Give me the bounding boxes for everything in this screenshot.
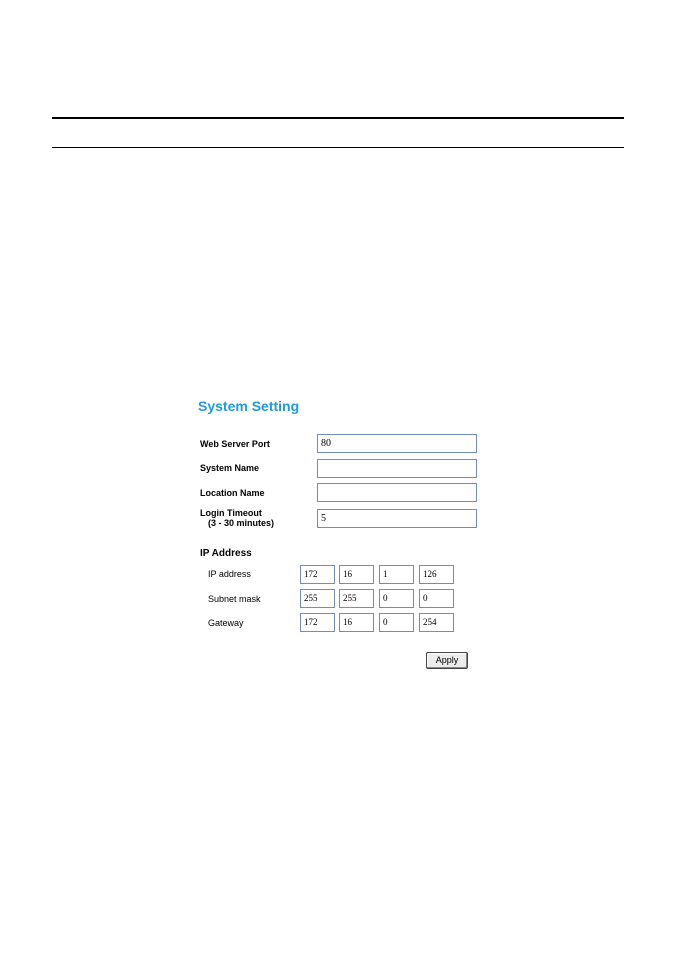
gateway-label: Gateway: [208, 618, 244, 628]
login-timeout-label: [200, 508, 274, 528]
location-name-input[interactable]: [317, 483, 477, 502]
web-server-port-input[interactable]: [317, 434, 477, 453]
bottom-divider: [52, 147, 624, 148]
panel-title: System Setting: [198, 398, 300, 414]
ip-address-label: IP address: [208, 569, 251, 579]
subnet-mask-octet-4[interactable]: 0: [419, 589, 454, 608]
ip-address-octet-3[interactable]: 1: [379, 565, 414, 584]
apply-button[interactable]: Apply: [426, 652, 468, 669]
system-setting-panel: [190, 395, 490, 685]
web-server-port-label: Web Server Port: [200, 439, 270, 449]
gateway-octet-3[interactable]: 0: [379, 613, 414, 632]
gateway-octet-1[interactable]: 172: [300, 613, 335, 632]
gateway-octet-4[interactable]: 254: [419, 613, 454, 632]
top-divider: [52, 117, 624, 119]
subnet-mask-label: Subnet mask: [208, 594, 261, 604]
ip-address-octet-1[interactable]: 172: [300, 565, 335, 584]
login-timeout-range-hint: (3 - 30 minutes): [208, 518, 275, 528]
ip-address-section-title: IP Address: [200, 548, 252, 559]
login-timeout-label-text: Login Timeout: [200, 508, 262, 518]
subnet-mask-octet-1[interactable]: 255: [300, 589, 335, 608]
gateway-octet-2[interactable]: 16: [339, 613, 374, 632]
subnet-mask-octet-3[interactable]: 0: [379, 589, 414, 608]
system-name-input[interactable]: [317, 459, 477, 478]
system-name-label: System Name: [200, 463, 260, 473]
subnet-mask-octet-2[interactable]: 255: [339, 589, 374, 608]
location-name-label: Location Name: [200, 488, 265, 498]
ip-address-octet-4[interactable]: 126: [419, 565, 454, 584]
ip-address-octet-2[interactable]: 16: [339, 565, 374, 584]
login-timeout-input[interactable]: [317, 509, 477, 528]
